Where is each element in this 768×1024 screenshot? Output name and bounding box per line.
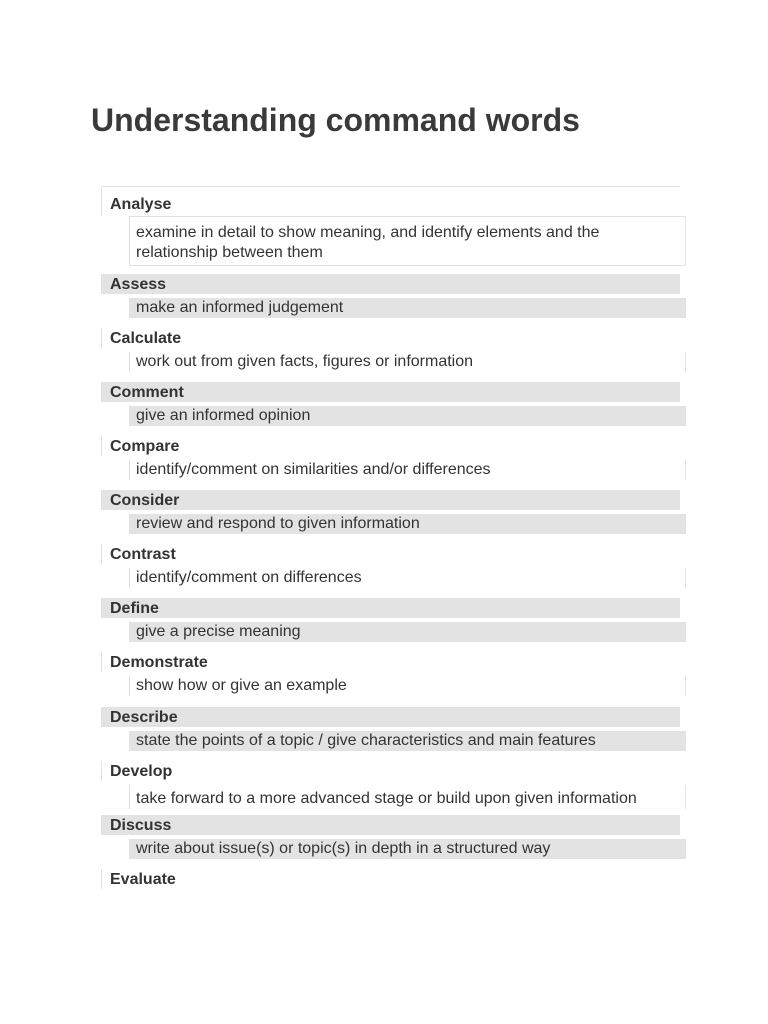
definition-consider: review and respond to given information [129, 514, 686, 534]
definition-assess: make an informed judgement [129, 298, 686, 318]
term-compare: Compare [101, 436, 680, 456]
definition-calculate: work out from given facts, figures or information [129, 352, 686, 372]
term-comment: Comment [101, 382, 680, 402]
definition-analyse: examine in detail to show meaning, and identify elements and the relationship between them [129, 216, 686, 266]
definition-describe: state the points of a topic / give characteristics and main features [129, 731, 686, 751]
term-evaluate: Evaluate [101, 869, 680, 889]
definition-develop: take forward to a more advanced stage or build upon given information [129, 785, 686, 809]
definition-contrast: identify/comment on differences [129, 568, 686, 588]
term-describe: Describe [101, 707, 680, 727]
term-analyse: Analyse [101, 186, 680, 216]
term-consider: Consider [101, 490, 680, 510]
term-discuss: Discuss [101, 815, 680, 835]
definition-discuss: write about issue(s) or topic(s) in depth in a structured way [129, 839, 686, 859]
term-demonstrate: Demonstrate [101, 652, 680, 672]
term-contrast: Contrast [101, 544, 680, 564]
term-define: Define [101, 598, 680, 618]
definition-define: give a precise meaning [129, 622, 686, 642]
definition-comment: give an informed opinion [129, 406, 686, 426]
term-develop: Develop [101, 761, 680, 781]
term-calculate: Calculate [101, 328, 680, 348]
command-words-list [101, 186, 686, 893]
definition-demonstrate: show how or give an example [129, 676, 686, 696]
term-assess: Assess [101, 274, 680, 294]
definition-compare: identify/comment on similarities and/or differences [129, 460, 686, 480]
page-title: Understanding command words [91, 102, 580, 138]
